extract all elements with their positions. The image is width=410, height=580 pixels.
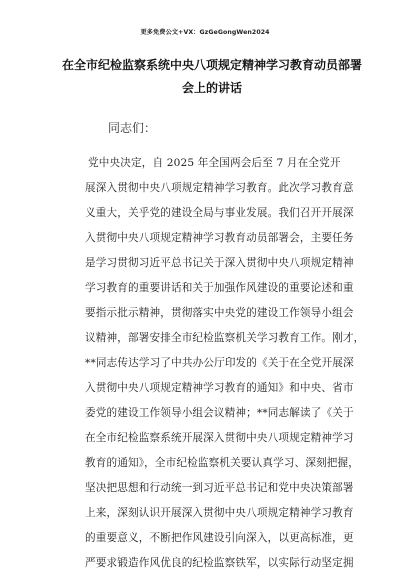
body-line: 坚决把思想和行动统一到习近平总书记和党中央决策部署 (85, 482, 354, 494)
body-line: 党中央决定，自 2025 年全国两会后至 7 月在全党开 (88, 157, 341, 169)
body-line: 严要求锻造作风优良的纪检监察铁军，以实际行动坚定拥 (85, 557, 354, 569)
body-line: 上来，深刻认识开展深入贯彻中央八项规定精神学习教育 (85, 507, 354, 519)
body-line: 展深入贯彻中央八项规定精神学习教育。此次学习教育意 (85, 182, 354, 194)
body-line: 学习教育的重要讲话和关于加强作风建设的重要论述和重 (85, 282, 354, 294)
body-line: 是学习贯彻习近平总书记关于深入贯彻中央八项规定精神 (85, 257, 354, 269)
body-line: 入贯彻中央八项规定精神学习教育的通知》和中央、省市 (85, 382, 354, 394)
body-line: 入贯彻中央八项规定精神学习教育动员部署会，主要任务 (85, 232, 354, 244)
header-note: 更多免费公文+VX：GzGeGongWen2024 (140, 29, 270, 36)
body-line: 委党的建设工作领导小组会议精神；**同志解读了《关于 (85, 407, 354, 419)
body-line: 教育的通知》，全市纪检监察机关要认真学习、深刻把握， (85, 457, 360, 469)
body-line: 议精神，部署安排全市纪检监察机关学习教育工作。刚才， (85, 332, 365, 344)
body-line: 的重要意义，不断把作风建设引向深入，以更高标准，更 (85, 532, 354, 544)
body-line: **同志传达学习了中共办公厅印发的《关于在全党开展深 (85, 357, 354, 369)
body-line: 义重大，关乎党的建设全局与事业发展。我们召开开展深 (85, 207, 354, 219)
document-title-line-1: 在全市纪检监察系统中央八项规定精神学习教育动员部署 (62, 58, 363, 72)
body-line: 在全市纪检监察系统开展深入贯彻中央八项规定精神学习 (85, 432, 354, 444)
document-title-line-2: 会上的讲话 (181, 81, 242, 95)
salutation: 同志们： (108, 121, 157, 135)
body-line: 要指示批示精神，贯彻落实中央党的建设工作领导小组会 (85, 307, 354, 319)
